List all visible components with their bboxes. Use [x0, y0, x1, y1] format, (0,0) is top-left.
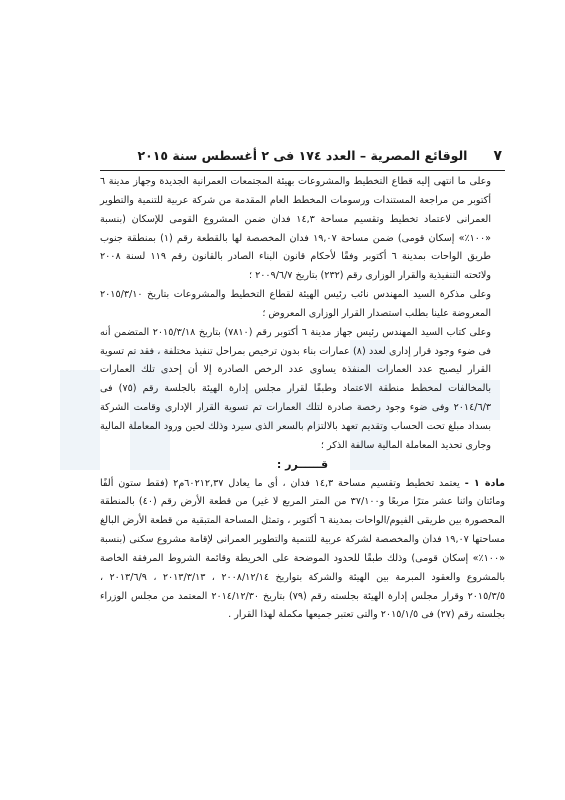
decision-heading: قــــــرر : — [276, 457, 329, 471]
article-label: مادة ١ - — [464, 477, 505, 489]
article-1 — [100, 475, 505, 626]
paragraph-letter: وعلى كتاب السيد المهندس رئيس جهاز مدينة ٦ أكتوبر رقم (٧٨١٠) بتاريخ ٢٠١٥/٣/١٨ المتضمن أنه فى ضوء وجود قرار إدارى لعدد (٨) عمارات بناء بدون ترخيص بمراحل تنفيذ مختلفة ، فقد تم تسوية القرار ليصبح عدد العمارات المنفذة يساوى عدد الرخص الصادرة إلا أن إحدى تلك العمارات بالمخالفات لمخطط منطقة الاعتماد وطبقًا لقرار مجلس إدارة الهيئة بالجلسة رقم (٧٥) فى ٢٠١٤/٦/٣ وفى ضوء وجود رخصة صادرة لتلك العمارات تم تسوية القرار الإدارى وقامت الشركة بسداد مبلغ تحت الحساب وتقديم تعهد بالالتزام بالسعر الذى سيرد وذلك لحين ورود المعاملة المالية وجارى تحديد المعاملة المالية سالفة الذكر ؛ — [100, 326, 492, 451]
header-title: الوقائع المصرية – العدد ١٧٤ فى ٢ أغسطس سنة ٢٠١٥ — [137, 148, 468, 163]
paragraph-approval: وعلى ما انتهى إليه قطاع التخطيط والمشروعات بهيئة المجتمعات العمرانية الجديدة وجهاز مدينة ٦ أكتوبر من مراجعة المستندات ورسومات المخطط العام المقدمة من شركة عربية للتنمية والتطوير العمرانى لاعتماد تخطيط وتقسيم مساحة ١٤,٣ فدان ضمن المشروع القومى للإسكان (بنسبة «١٠٠٪» إسكان قومى) ضمن مساحة ١٩,٠٧ فدان المخصصة لها بالقطعة رقم (١) بمنطقة جنوب طريق الواحات بمدينة ٦ أكتوبر وفقًا لأحكام قانون البناء الصادر بالقانون رقم ١١٩ لسنة ٢٠٠٨ ولائحته التنفيذية والقرار الوزارى رقم (٢٣٢) بتاريخ ٢٠٠٩/٦/٧ ؛ — [100, 176, 491, 282]
page-number: ٧ — [493, 148, 502, 164]
document-body — [100, 173, 505, 625]
paragraph-memo: وعلى مذكرة السيد المهندس نائب رئيس الهيئة لقطاع التخطيط والمشروعات بتاريخ ٢٠١٥/٣/١٠ المعروضة علينا بطلب استصدار القرار الوزارى المعروض ؛ — [100, 289, 491, 319]
article-text: يعتمد تخطيط وتقسيم مساحة ١٤,٣ فدان ، أى ما يعادل ٦٠٢١٢,٣٧م٢ (فقط ستون ألفًا ومائتان واثنا عشر مترًا مربعًا و٣٧/١٠٠ من المتر المربع لا غير) من قطعة الأرض رقم (٤٠) بالمنطقة المحصورة بين طريقى الفيوم/الواحات بمدينة ٦ أكتوبر ، وتمثل المساحة المتبقية من قطعة الأرض البالغ مساحتها ١٩,٠٧ فدان والمخصصة لشركة عربية للتنمية والتطوير العمرانى لإقامة مشروع سكنى (بنسبة «١٠٠٪» إسكان قومى) وذلك طبقًا للحدود الموضحة على الخريطة وقائمة الشروط المرفقة الخاصة بالمشروع والعقود المبرمة بين الهيئة والشركة بتواريخ ٢٠٠٨/١٢/١٤ ، ٢٠١٣/٣/١٣ ، ٢٠١٣/٦/٩ ، ٢٠١٥/٣/٥ وقرار مجلس إدارة الهيئة بجلسته رقم (٧٩) بتاريخ ٢٠١٤/١٢/٣٠ المعتمد من مجلس الوزراء بجلسته رقم (٢٧) فى ٢٠١٥/١/٥ والتى تعتبر جميعها مكملة لهذا القرار . — [100, 477, 506, 621]
header-rule — [100, 170, 505, 171]
page-header — [102, 148, 502, 170]
